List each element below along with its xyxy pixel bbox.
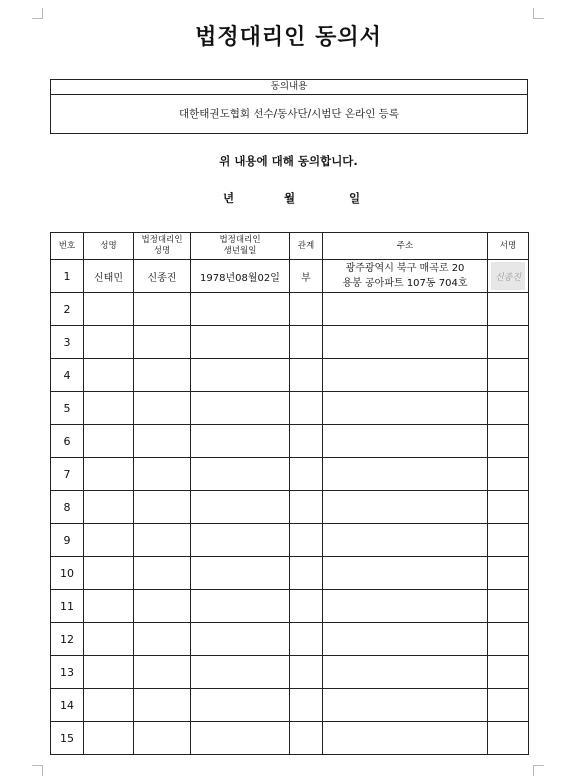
cell-relation[interactable]: [290, 392, 323, 425]
cell-guardian-birth[interactable]: 1978년08월02일: [191, 260, 290, 293]
cell-signature[interactable]: [488, 260, 529, 293]
cell-guardian-name[interactable]: [134, 722, 191, 755]
cell-guardian-birth[interactable]: [191, 557, 290, 590]
cell-relation[interactable]: [290, 425, 323, 458]
cell-relation[interactable]: [290, 491, 323, 524]
table-row: [51, 689, 529, 722]
roster-table: [50, 232, 529, 755]
cell-guardian-name[interactable]: 신종진: [134, 260, 191, 293]
cell-name[interactable]: [84, 326, 134, 359]
cell-signature[interactable]: [488, 623, 529, 656]
cell-name[interactable]: [84, 425, 134, 458]
cell-address[interactable]: [323, 656, 488, 689]
cell-no[interactable]: 7: [51, 458, 84, 491]
cell-guardian-birth[interactable]: [191, 524, 290, 557]
cell-no[interactable]: 6: [51, 425, 84, 458]
cell-relation[interactable]: [290, 623, 323, 656]
table-row: [51, 590, 529, 623]
table-row: [51, 260, 529, 293]
cell-name[interactable]: [84, 491, 134, 524]
cell-signature[interactable]: [488, 425, 529, 458]
cell-relation[interactable]: [290, 524, 323, 557]
table-row: [51, 359, 529, 392]
table-row: [51, 524, 529, 557]
cell-guardian-birth[interactable]: [191, 425, 290, 458]
cell-relation[interactable]: [290, 590, 323, 623]
cell-no[interactable]: 4: [51, 359, 84, 392]
cell-guardian-name[interactable]: [134, 458, 191, 491]
cell-relation[interactable]: [290, 557, 323, 590]
cell-address[interactable]: [323, 458, 488, 491]
header-no: 번호: [51, 233, 84, 260]
cell-address[interactable]: [323, 524, 488, 557]
cell-name[interactable]: 신태민: [84, 260, 134, 293]
table-row: [51, 491, 529, 524]
cell-no[interactable]: 8: [51, 491, 84, 524]
cell-name[interactable]: [84, 392, 134, 425]
cell-relation[interactable]: [290, 656, 323, 689]
table-row: [51, 293, 529, 326]
cell-relation[interactable]: [290, 293, 323, 326]
cell-guardian-name[interactable]: [134, 326, 191, 359]
cell-guardian-birth[interactable]: [191, 689, 290, 722]
cell-guardian-name[interactable]: [134, 359, 191, 392]
cell-name[interactable]: [84, 722, 134, 755]
cell-address[interactable]: [323, 293, 488, 326]
cell-name[interactable]: [84, 656, 134, 689]
cell-signature[interactable]: [488, 359, 529, 392]
cell-no[interactable]: 3: [51, 326, 84, 359]
cell-address[interactable]: [323, 722, 488, 755]
cell-no[interactable]: 1: [51, 260, 84, 293]
cell-guardian-name[interactable]: [134, 293, 191, 326]
cell-guardian-birth[interactable]: [191, 359, 290, 392]
cell-no[interactable]: 14: [51, 689, 84, 722]
cell-name[interactable]: [84, 590, 134, 623]
cell-relation[interactable]: [290, 359, 323, 392]
cell-guardian-name[interactable]: [134, 425, 191, 458]
cell-address[interactable]: [323, 326, 488, 359]
cell-no[interactable]: 2: [51, 293, 84, 326]
cell-name[interactable]: [84, 524, 134, 557]
cell-relation[interactable]: 부: [290, 260, 323, 293]
cell-guardian-birth[interactable]: [191, 293, 290, 326]
consent-box: [50, 79, 528, 134]
cell-signature[interactable]: [488, 458, 529, 491]
cell-address[interactable]: [323, 392, 488, 425]
cell-guardian-name[interactable]: [134, 491, 191, 524]
cell-guardian-name[interactable]: [134, 623, 191, 656]
cell-signature[interactable]: [488, 392, 529, 425]
cell-signature[interactable]: [488, 656, 529, 689]
header-signature: 서명: [488, 233, 529, 260]
date-day-label: 일: [349, 191, 361, 205]
cell-guardian-birth[interactable]: [191, 590, 290, 623]
cell-name[interactable]: [84, 557, 134, 590]
cell-guardian-name[interactable]: [134, 656, 191, 689]
cell-address[interactable]: [323, 689, 488, 722]
cell-relation[interactable]: [290, 326, 323, 359]
cell-relation[interactable]: [290, 689, 323, 722]
cell-signature[interactable]: [488, 557, 529, 590]
date-year-label: 년: [223, 191, 235, 205]
cell-no[interactable]: 11: [51, 590, 84, 623]
cell-signature[interactable]: [488, 326, 529, 359]
cell-no[interactable]: 13: [51, 656, 84, 689]
consent-body: 대한태권도협회 선수/동사단/시범단 온라인 등록: [179, 108, 399, 120]
cell-signature[interactable]: [488, 722, 529, 755]
cell-guardian-birth[interactable]: [191, 326, 290, 359]
cell-no[interactable]: 10: [51, 557, 84, 590]
table-row: [51, 623, 529, 656]
cell-signature[interactable]: [488, 293, 529, 326]
header-guardian-name: 법정대리인 성명: [134, 233, 191, 260]
cell-signature[interactable]: [488, 689, 529, 722]
signature-text: 신종진: [494, 272, 522, 283]
cell-address[interactable]: [323, 590, 488, 623]
date-month-label: 월: [284, 191, 296, 205]
cell-name[interactable]: [84, 359, 134, 392]
cell-no[interactable]: 5: [51, 392, 84, 425]
cell-relation[interactable]: [290, 458, 323, 491]
agreement-statement: 위 내용에 대해 동의합니다.: [219, 154, 358, 168]
table-row: [51, 392, 529, 425]
cell-signature[interactable]: [488, 590, 529, 623]
cell-address[interactable]: [323, 491, 488, 524]
cell-name[interactable]: [84, 458, 134, 491]
table-row: [51, 656, 529, 689]
table-row: [51, 326, 529, 359]
cell-guardian-birth[interactable]: [191, 623, 290, 656]
cell-relation[interactable]: [290, 722, 323, 755]
cell-address[interactable]: [323, 359, 488, 392]
cell-name[interactable]: [84, 689, 134, 722]
cell-guardian-birth[interactable]: [191, 491, 290, 524]
cell-signature[interactable]: [488, 491, 529, 524]
cell-guardian-name[interactable]: [134, 524, 191, 557]
cell-address[interactable]: [323, 557, 488, 590]
cell-guardian-birth[interactable]: [191, 458, 290, 491]
table-row: [51, 722, 529, 755]
cell-guardian-name[interactable]: [134, 689, 191, 722]
cell-name[interactable]: [84, 293, 134, 326]
cell-no[interactable]: 15: [51, 722, 84, 755]
signature-image: [491, 262, 525, 290]
cell-address[interactable]: [323, 425, 488, 458]
header-guardian-birth: 법정대리인 생년월일: [191, 233, 290, 260]
cell-guardian-name[interactable]: [134, 557, 191, 590]
header-name: 성명: [84, 233, 134, 260]
page-corner-bottom-left: [32, 765, 43, 776]
cell-name[interactable]: [84, 623, 134, 656]
cell-guardian-birth[interactable]: [191, 722, 290, 755]
cell-guardian-birth[interactable]: [191, 392, 290, 425]
cell-signature[interactable]: [488, 524, 529, 557]
cell-address[interactable]: 광주광역시 북구 매곡로 20 용봉 공아파트 107동 704호: [323, 260, 488, 293]
cell-guardian-name[interactable]: [134, 392, 191, 425]
cell-no[interactable]: 9: [51, 524, 84, 557]
table-row: [51, 425, 529, 458]
table-header-row: [51, 233, 529, 260]
cell-guardian-name[interactable]: [134, 590, 191, 623]
page-corner-top-left: [32, 8, 43, 19]
consent-header: 동의내용: [51, 80, 527, 95]
cell-address[interactable]: [323, 623, 488, 656]
page-corner-bottom-right: [533, 765, 544, 776]
document-title: 법정대리인 동의서: [195, 25, 382, 50]
table-row: [51, 557, 529, 590]
header-address: 주소: [323, 233, 488, 260]
cell-no[interactable]: 12: [51, 623, 84, 656]
header-relation: 관계: [290, 233, 323, 260]
page-corner-top-right: [533, 8, 544, 19]
cell-guardian-birth[interactable]: [191, 656, 290, 689]
table-row: [51, 458, 529, 491]
